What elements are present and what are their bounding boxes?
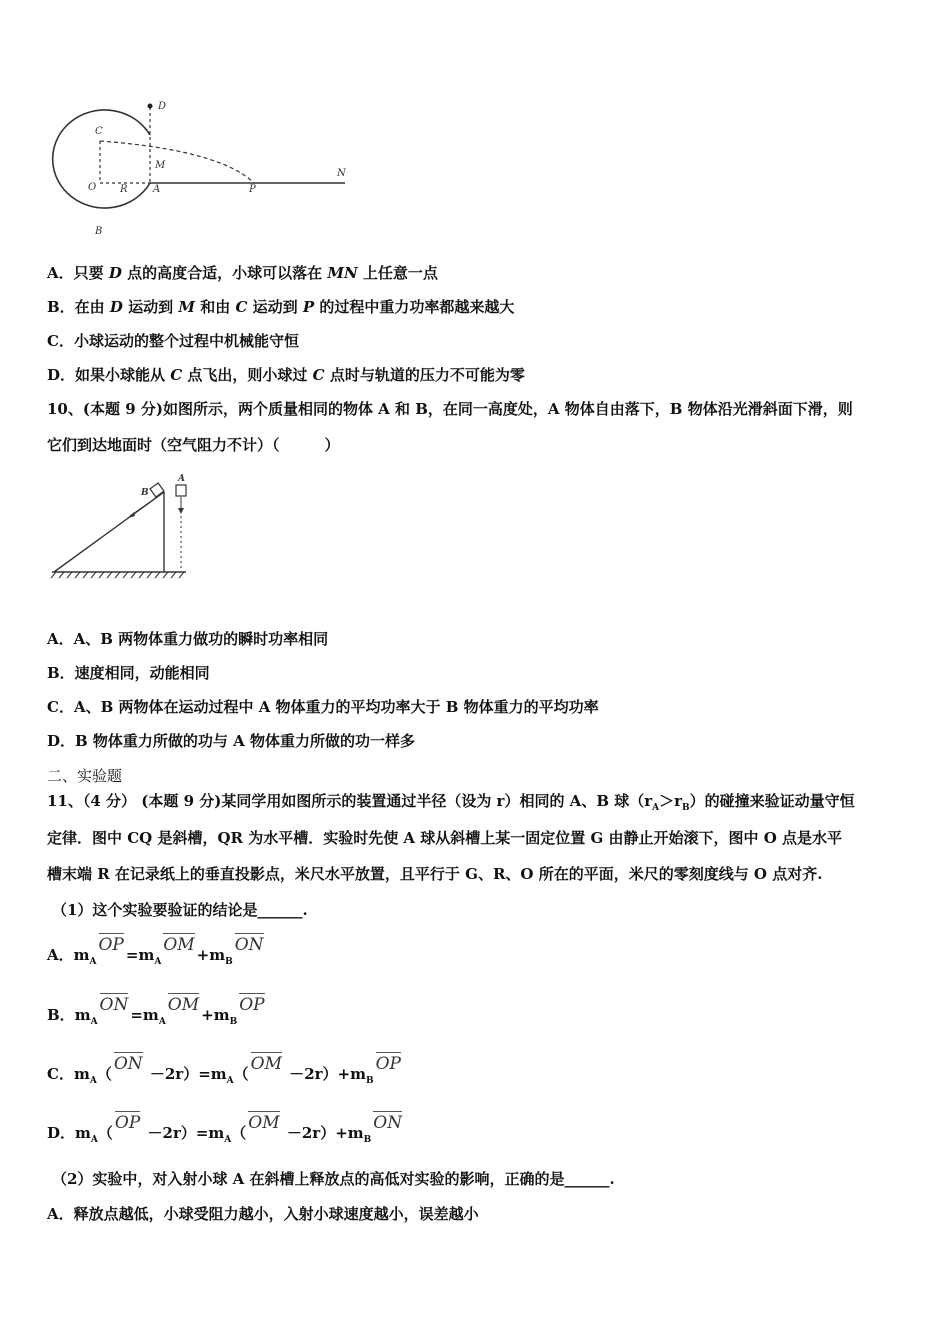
- q10-option-d: D．B 物体重力所做的功与 A 物体重力所做的功一样多: [47, 732, 415, 750]
- label-P: P: [249, 184, 256, 195]
- label-R: R: [120, 184, 128, 195]
- label-D: D: [158, 101, 167, 112]
- label-B: B: [95, 226, 103, 237]
- label-O: O: [88, 182, 97, 193]
- label-N: N: [337, 168, 346, 179]
- q10-option-c: C．A、B 两物体在运动过程中 A 物体重力的平均功率大于 B 物体重力的平均功率: [47, 698, 599, 716]
- q10-stem-line2: 它们到达地面时（空气阻力不计）（ ）: [47, 436, 340, 454]
- q9-option-c: C．小球运动的整个过程中机械能守恒: [47, 332, 299, 350]
- q11-stem-line3: 槽末端 R 在记录纸上的垂直投影点，米尺水平放置，且平行于 G、R、O 所在的平面，米尺的零刻度线与 O 点对齐.: [47, 865, 823, 883]
- q10-stem-line1: 10、(本题 9 分)如图所示，两个质量相同的物体 A 和 B，在同一高度处，A 物体自由落下，B 物体沿光滑斜面下滑，则: [47, 400, 853, 418]
- q11-subquestion-1: （1）这个实验要验证的结论是______.: [52, 901, 308, 919]
- q11-option-c: C．$m_A$（ ON $-2r)=m_A$（ OM $-2r)+m_BOP$: [47, 1054, 402, 1086]
- q11-option-a: A．$m_AOP =m_AOM +m_BON$: [47, 935, 264, 967]
- q11-stem-line1: 11、（4 分） (本题 9 分)某同学用如图所示的装置通过半径（设为 r）相同的 A、B 球$(r_A>r_B)$的碰撞来验证动量守恒: [47, 792, 855, 813]
- q10-option-a: A．A、B 两物体重力做功的瞬时功率相同: [47, 630, 329, 648]
- q10-option-b: B．速度相同，动能相同: [47, 664, 210, 682]
- q11-sub2-option-a: A．释放点越低，小球受阻力越小，入射小球速度越小，误差越小: [47, 1205, 479, 1223]
- circle-track-figure: [40, 95, 360, 245]
- label-B: B: [141, 488, 149, 498]
- label-A: A: [178, 474, 185, 484]
- q9-option-b: B．在由 D 运动到 M 和由 C 运动到 P 的过程中重力功率都越来越大: [47, 298, 515, 316]
- label-M: M: [155, 160, 166, 171]
- label-A: A: [153, 184, 161, 195]
- q9-option-a: A．只要 D 点的高度合适，小球可以落在 MN 上任意一点: [47, 264, 438, 282]
- section-title: 二、实验题: [47, 767, 123, 785]
- q9-option-d: D．如果小球能从 C 点飞出，则小球过 C 点时与轨道的压力不可能为零: [47, 366, 525, 384]
- q11-stem-line2: 定律．图中 CQ 是斜槽，QR 为水平槽．实验时先使 A 球从斜槽上某一固定位置 G 由静止开始滚下，图中 O 点是水平: [47, 829, 843, 847]
- label-C: C: [95, 126, 103, 137]
- q11-subquestion-2: （2）实验中，对入射小球 A 在斜槽上释放点的高低对实验的影响，正确的是______.: [52, 1170, 615, 1188]
- q11-option-b: B．$m_AON =m_AOM +m_BOP$: [47, 995, 265, 1027]
- incline-figure: [48, 470, 198, 580]
- q11-option-d: D．$m_A$（ OP $-2r)=m_A$（ OM $-2r)+m_BON$: [47, 1113, 403, 1145]
